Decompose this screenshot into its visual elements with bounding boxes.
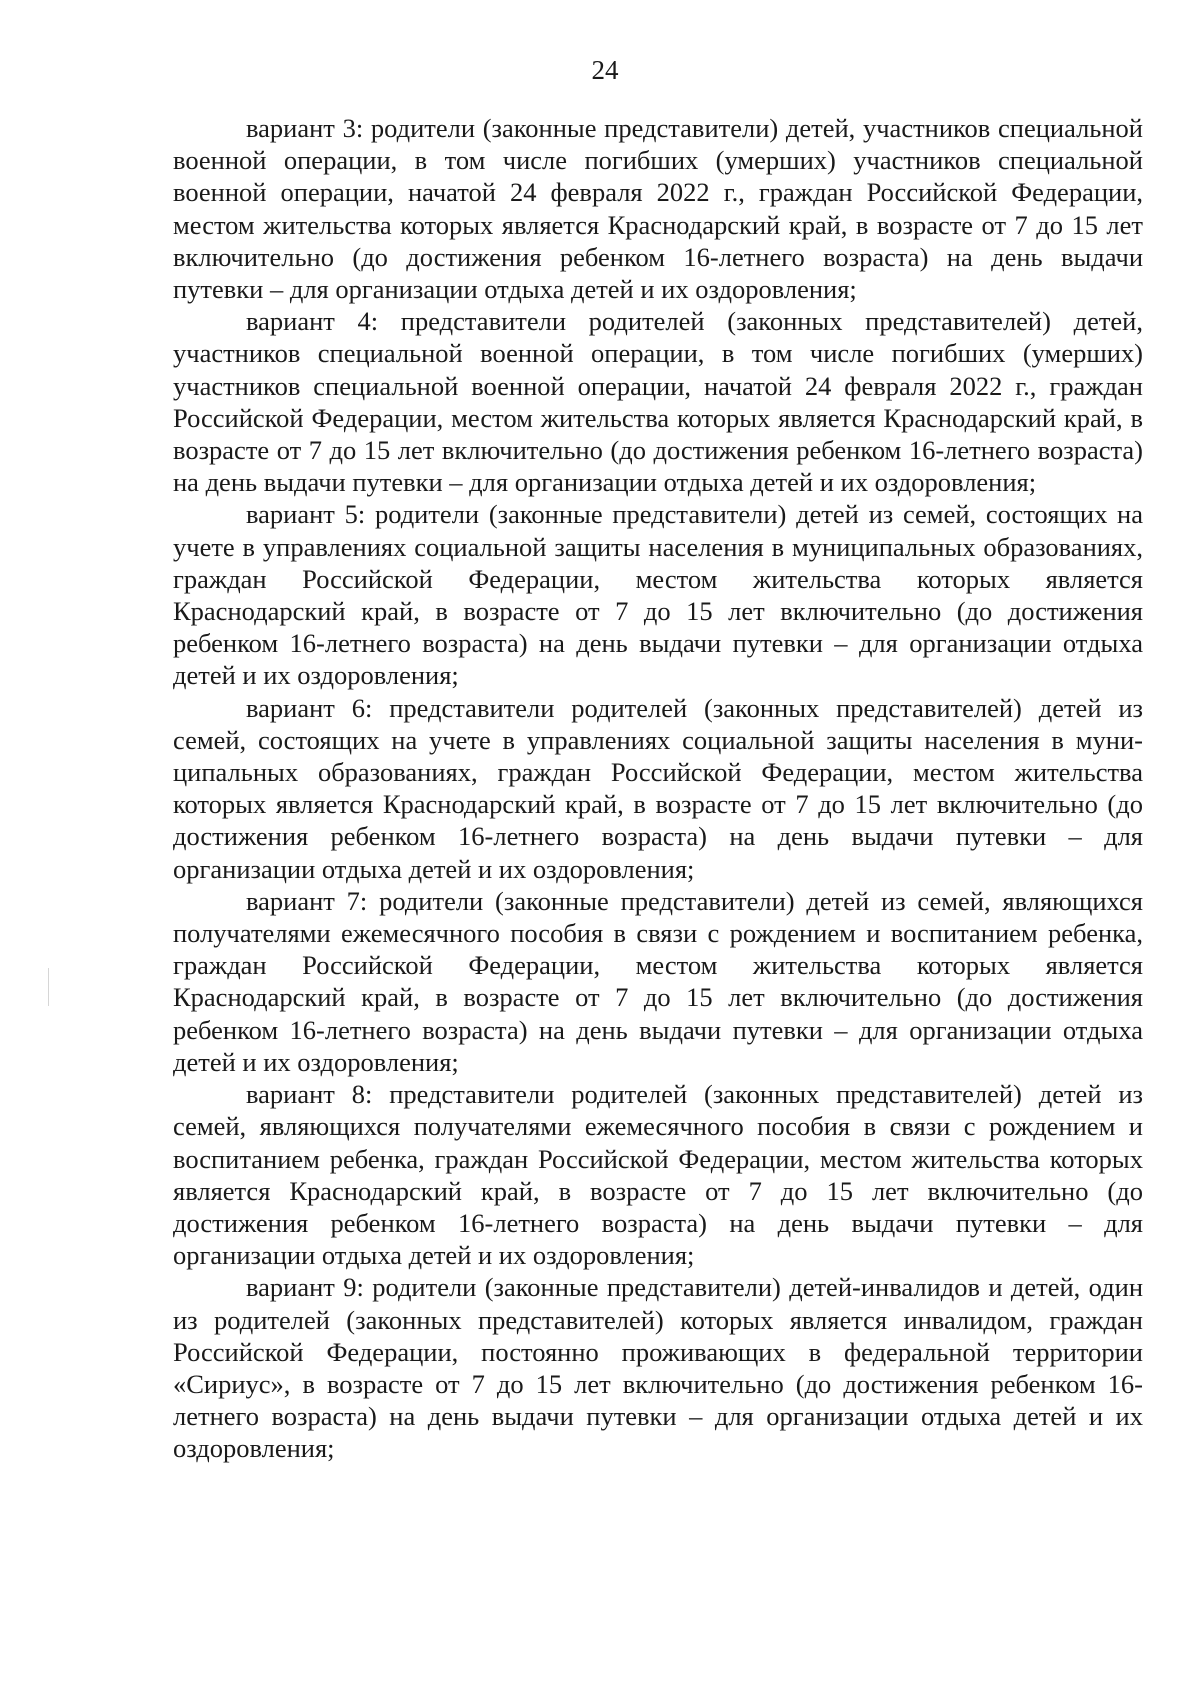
paragraph-variant-5: вариант 5: родители (законные представители) детей из семей, состоящих на учете в управлениях социальной защиты населения в муниципальных образованиях, граждан Российской Федерации, местом жительства которых является Краснодарский край, в возрасте от 7 до 15 лет включительно (до достижения ребенком 16-летнего возраста) на день выдачи путевки – для организации отдыха детей и их оздоровления; bbox=[173, 499, 1143, 691]
paragraph-variant-4: вариант 4: представители родителей (законных представителей) детей, участников специальной военной операции, в том числе погибших (умерших) участников специальной военной операции, начатой 24 февраля 2022 г., граждан Российской Федерации, местом жительства которых является Краснодарский край, в возрасте от 7 до 15 лет включительно (до достижения ребенком 16-летнего возраста) на день выдачи путевки – для организации отдыха детей и их оздоровления; bbox=[173, 306, 1143, 498]
paragraph-variant-6: вариант 6: представители родителей (законных представителей) детей из семей, состоящих на учете в управлениях социальной защиты населения в муниципальных образованиях, граждан Российской Федерации, местом жительства которых является Краснодарский край, в возрасте от 7 до 15 лет включительно (до достижения ребенком 16-летнего возраста) на день выдачи путевки – для организации отдыха детей и их оздоровления; bbox=[173, 692, 1143, 884]
paragraph-variant-3: вариант 3: родители (законные представители) детей, участников специальной военной операции, в том числе погибших (умерших) участников специальной военной операции, начатой 24 февраля 2022 г., граждан Российской Федерации, местом жительства которых является Краснодарский край, в возрасте от 7 до 15 лет включительно (до достижения ребенком 16-летнего возраста) на день выдачи путевки – для организации отдыха детей и их оздоровления; bbox=[173, 113, 1143, 305]
paragraph-variant-8: вариант 8: представители родителей (законных представителей) детей из семей, являющихся получателями ежемесячного пособия в связи с рождением и воспитанием ребенка, граждан Российской Федерации, местом жительства которых является Краснодарский край, в возрасте от 7 до 15 лет включительно (до достижения ребенком 16-летнего возраста) на день выдачи путевки – для организации отдыха детей и их оздоровления; bbox=[173, 1079, 1143, 1271]
scan-artifact-line bbox=[48, 968, 49, 1006]
paragraph-variant-7: вариант 7: родители (законные представители) детей из семей, являющихся получателями ежемесячного пособия в связи с рождением и воспитанием ребенка, граждан Российской Федерации, местом жительства которых является Краснодарский край, в возрасте от 7 до 15 лет включительно (до достижения ребенком 16-летнего возраста) на день выдачи путевки – для организации отдыха детей и их оздоровления; bbox=[173, 885, 1143, 1077]
paragraph-variant-9: вариант 9: родители (законные представители) детей-инвалидов и детей, один из родителей (законных представителей) которых является инвалидом, граждан Российской Федерации, постоянно проживающих в федеральной территории «Сириус», в возрасте от 7 до 15 лет включительно (до достижения ребенком 16-летнего возраста) на день выдачи путевки – для организации отдыха детей и их оздоровления; bbox=[173, 1272, 1143, 1464]
page-number: 24 bbox=[591, 55, 619, 85]
document-body bbox=[173, 112, 1143, 1465]
